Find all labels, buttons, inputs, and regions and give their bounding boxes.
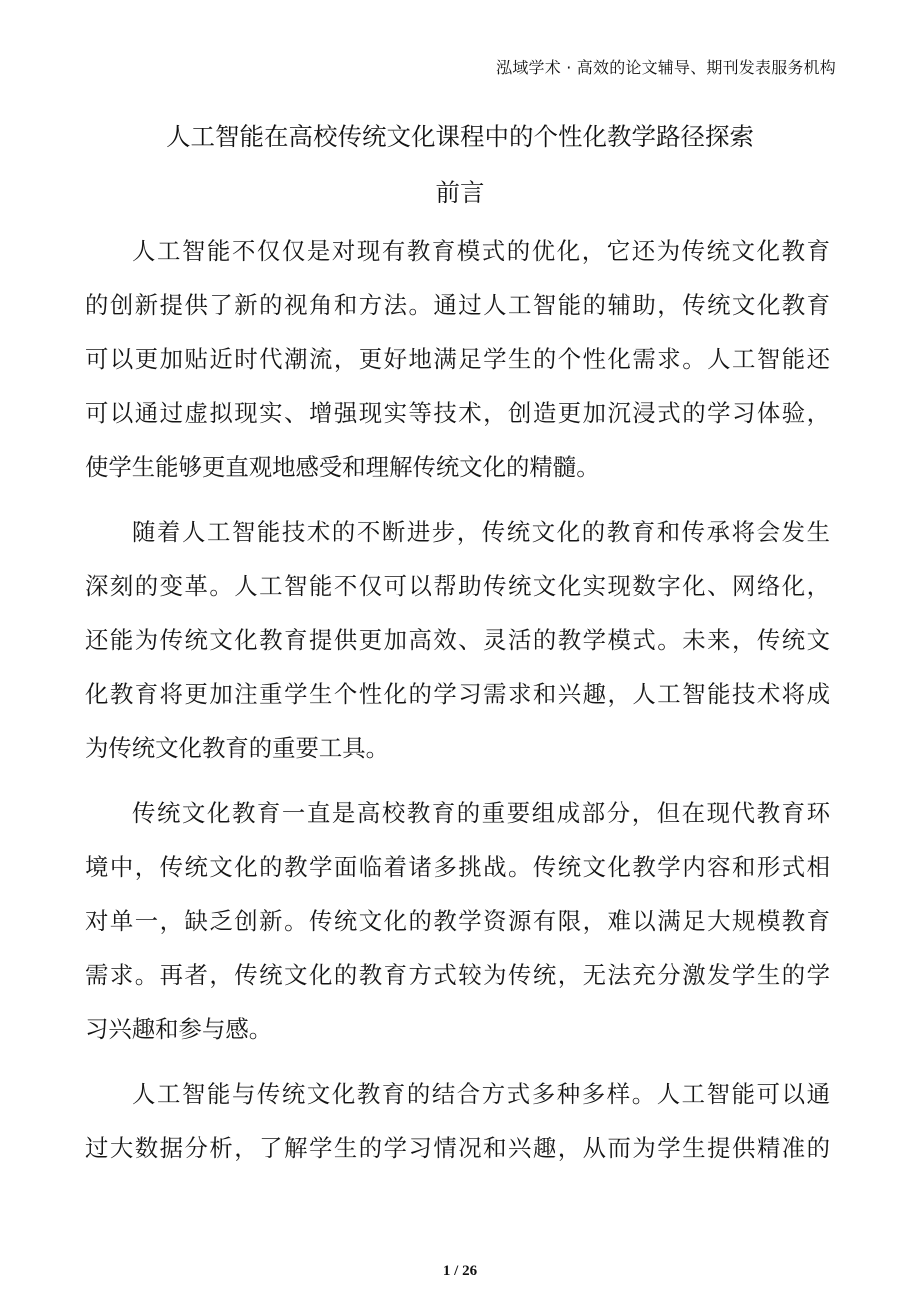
- text-line: 人工智能与传统文化教育的结合方式多种多样。人工智能可以通: [132, 1080, 830, 1108]
- paragraph-1: [85, 233, 830, 503]
- text-line: 可以通过虚拟现实、增强现实等技术，创造更加沉浸式的学习体验，: [85, 399, 830, 427]
- text-line: 人工智能不仅仅是对现有教育模式的优化，它还为传统文化教育: [132, 237, 830, 265]
- text-line: 化教育将更加注重学生个性化的学习需求和兴趣，人工智能技术将成: [85, 680, 830, 708]
- text-line: 使学生能够更直观地感受和理解传统文化的精髓。: [85, 453, 600, 481]
- running-header: 泓域学术 · 高效的论文辅导、期刊发表服务机构: [496, 58, 836, 77]
- section-title-preface: 前言: [435, 178, 485, 207]
- paragraph-3: [85, 795, 830, 1065]
- text-line: 习兴趣和参与感。: [85, 1015, 273, 1043]
- text-line: 随着人工智能技术的不断进步，传统文化的教育和传承将会发生: [132, 518, 830, 546]
- text-line: 境中，传统文化的教学面临着诸多挑战。传统文化教学内容和形式相: [85, 853, 830, 881]
- text-line: 可以更加贴近时代潮流，更好地满足学生的个性化需求。人工智能还: [85, 345, 830, 373]
- page-indicator: 1 / 26: [442, 1263, 478, 1279]
- text-line: 深刻的变革。人工智能不仅可以帮助传统文化实现数字化、网络化，: [85, 572, 830, 600]
- text-line: 为传统文化教育的重要工具。: [85, 734, 390, 762]
- text-line: 过大数据分析，了解学生的学习情况和兴趣，从而为学生提供精准的: [85, 1134, 830, 1162]
- text-line: 的创新提供了新的视角和方法。通过人工智能的辅助，传统文化教育: [85, 291, 830, 319]
- text-line: 对单一，缺乏创新。传统文化的教学资源有限，难以满足大规模教育: [85, 907, 830, 935]
- paragraph-2: [85, 514, 830, 784]
- text-line: 还能为传统文化教育提供更加高效、灵活的教学模式。未来，传统文: [85, 626, 830, 654]
- document-body: [85, 233, 830, 1195]
- text-line: 需求。再者，传统文化的教育方式较为传统，无法充分激发学生的学: [85, 961, 830, 989]
- paragraph-4: [85, 1076, 830, 1184]
- document-title: 人工智能在高校传统文化课程中的个性化教学路径探索: [166, 122, 754, 151]
- text-line: 传统文化教育一直是高校教育的重要组成部分，但在现代教育环: [132, 799, 830, 827]
